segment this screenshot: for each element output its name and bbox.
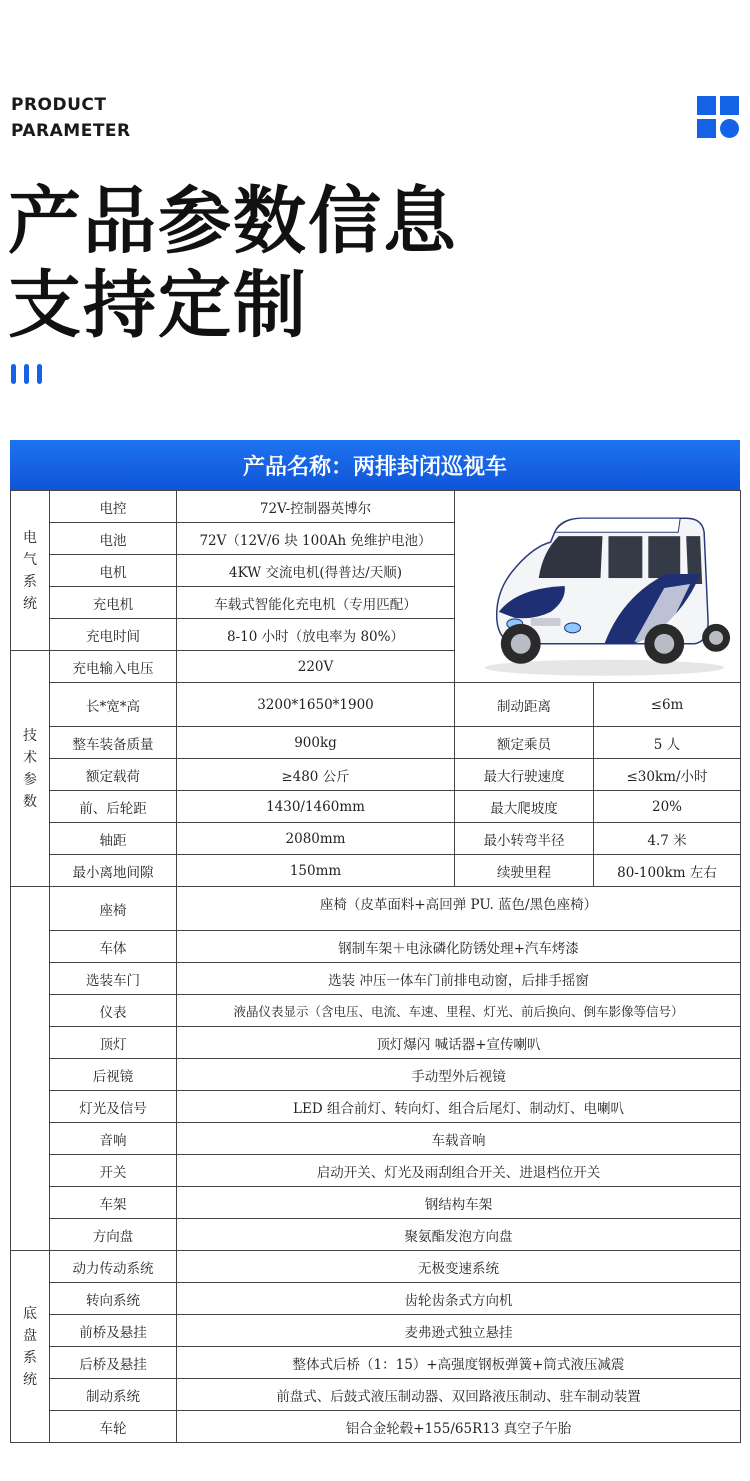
table-row xyxy=(11,1091,741,1123)
spec-value: 座椅（皮革面料+高回弹 PU. 蓝色/黑色座椅） xyxy=(177,887,741,931)
spec-value: 齿轮齿条式方向机 xyxy=(177,1283,741,1315)
spec-label: 最小转弯半径 xyxy=(455,823,594,855)
spec-value: 麦弗逊式独立悬挂 xyxy=(177,1315,741,1347)
table-row xyxy=(11,1283,741,1315)
spec-value: 顶灯爆闪 喊话器+宣传喇叭 xyxy=(177,1027,741,1059)
category-body xyxy=(11,887,50,1251)
section-eyebrow xyxy=(11,92,131,144)
table-row xyxy=(11,727,741,759)
spec-label: 车架 xyxy=(50,1187,177,1219)
table-row xyxy=(11,855,741,887)
spec-value: 72V（12V/6 块 100Ah 免维护电池） xyxy=(177,523,455,555)
spec-value: 72V-控制器英博尔 xyxy=(177,491,455,523)
spec-label: 前桥及悬挂 xyxy=(50,1315,177,1347)
spec-label: 灯光及信号 xyxy=(50,1091,177,1123)
spec-label: 方向盘 xyxy=(50,1219,177,1251)
table-row xyxy=(11,887,741,931)
spec-label: 开关 xyxy=(50,1155,177,1187)
spec-label: 最大行驶速度 xyxy=(455,759,594,791)
table-row xyxy=(11,1123,741,1155)
spec-label: 电池 xyxy=(50,523,177,555)
spec-value: 车载式智能化充电机（专用匹配） xyxy=(177,587,455,619)
spec-label: 最大爬坡度 xyxy=(455,791,594,823)
spec-label: 充电输入电压 xyxy=(50,651,177,683)
spec-label: 座椅 xyxy=(50,887,177,931)
spec-value: 启动开关、灯光及雨刮组合开关、进退档位开关 xyxy=(177,1155,741,1187)
table-row xyxy=(11,1155,741,1187)
spec-value: 选装 冲压一体车门前排电动窗，后排手摇窗 xyxy=(177,963,741,995)
spec-value: 2080mm xyxy=(177,823,455,855)
table-row xyxy=(11,1187,741,1219)
spec-label: 制动距离 xyxy=(455,683,594,727)
spec-label: 电控 xyxy=(50,491,177,523)
spec-value: 车载音响 xyxy=(177,1123,741,1155)
spec-label: 电机 xyxy=(50,555,177,587)
spec-label: 顶灯 xyxy=(50,1027,177,1059)
spec-value: 液晶仪表显示（含电压、电流、车速、里程、灯光、前后换向、倒车影像等信号） xyxy=(177,995,741,1027)
spec-value: 钢结构车架 xyxy=(177,1187,741,1219)
spec-label: 额定乘员 xyxy=(455,727,594,759)
spec-value: LED 组合前灯、转向灯、组合后尾灯、制动灯、电喇叭 xyxy=(177,1091,741,1123)
table-row xyxy=(11,823,741,855)
spec-label: 选装车门 xyxy=(50,963,177,995)
spec-value: 8-10 小时（放电率为 80%） xyxy=(177,619,455,651)
spec-label: 车体 xyxy=(50,931,177,963)
table-row xyxy=(11,1315,741,1347)
page-title-line-1: 产品参数信息 xyxy=(8,179,458,264)
table-row xyxy=(11,791,741,823)
spec-label: 长*宽*高 xyxy=(50,683,177,727)
table-row xyxy=(11,1411,741,1443)
spec-label: 制动系统 xyxy=(50,1379,177,1411)
spec-value: ≥480 公斤 xyxy=(177,759,455,791)
spec-label: 额定载荷 xyxy=(50,759,177,791)
spec-value: 20% xyxy=(594,791,741,823)
spec-value: 220V xyxy=(177,651,455,683)
table-row xyxy=(11,1347,741,1379)
spec-table xyxy=(10,490,741,1443)
spec-label: 充电时间 xyxy=(50,619,177,651)
spec-label: 前、后轮距 xyxy=(50,791,177,823)
page-title-line-2: 支持定制 xyxy=(8,263,308,348)
table-row xyxy=(11,1251,741,1283)
spec-label: 仪表 xyxy=(50,995,177,1027)
spec-value: 手动型外后视镜 xyxy=(177,1059,741,1091)
spec-label: 后桥及悬挂 xyxy=(50,1347,177,1379)
spec-label: 后视镜 xyxy=(50,1059,177,1091)
table-row xyxy=(11,1379,741,1411)
spec-value: 80-100km 左右 xyxy=(594,855,741,887)
spec-value: ≤6m xyxy=(594,683,741,727)
product-name-banner: 产品名称：两排封闭巡视车 xyxy=(10,440,740,490)
category-chassis: 底 盘 系 统 xyxy=(11,1251,50,1443)
spec-value: ≤30km/小时 xyxy=(594,759,741,791)
spec-value: 4.7 米 xyxy=(594,823,741,855)
spec-value: 900kg xyxy=(177,727,455,759)
eyebrow-line-2: PARAMETER xyxy=(11,121,131,141)
spec-value: 5 人 xyxy=(594,727,741,759)
spec-label: 整车装备质量 xyxy=(50,727,177,759)
patrol-car-image xyxy=(455,492,740,682)
spec-value: 整体式后桥（1：15）+高强度钢板弹簧+筒式液压减震 xyxy=(177,1347,741,1379)
spec-label: 动力传动系统 xyxy=(50,1251,177,1283)
spec-value: 150mm xyxy=(177,855,455,887)
spec-label: 最小离地间隙 xyxy=(50,855,177,887)
spec-value: 4KW 交流电机(得普达/天顺) xyxy=(177,555,455,587)
spec-label: 充电机 xyxy=(50,587,177,619)
table-row xyxy=(11,683,741,727)
table-row xyxy=(11,963,741,995)
spec-value: 聚氨酯发泡方向盘 xyxy=(177,1219,741,1251)
spec-label: 轴距 xyxy=(50,823,177,855)
table-row xyxy=(11,995,741,1027)
product-photo xyxy=(455,491,741,683)
category-electrical: 电 气 系 统 xyxy=(11,491,50,651)
category-technical: 技 术 参 数 xyxy=(11,651,50,887)
spec-label: 转向系统 xyxy=(50,1283,177,1315)
grid-logo-icon xyxy=(697,96,739,138)
table-row xyxy=(11,1219,741,1251)
table-row xyxy=(11,1027,741,1059)
spec-value: 钢制车架＋电泳磷化防锈处理+汽车烤漆 xyxy=(177,931,741,963)
table-row xyxy=(11,491,741,523)
eyebrow-line-1: PRODUCT xyxy=(11,95,107,115)
spec-label: 续驶里程 xyxy=(455,855,594,887)
spec-value: 3200*1650*1900 xyxy=(177,683,455,727)
spec-label: 车轮 xyxy=(50,1411,177,1443)
table-row xyxy=(11,759,741,791)
spec-value: 无极变速系统 xyxy=(177,1251,741,1283)
spec-value: 铝合金轮毂+155/65R13 真空子午胎 xyxy=(177,1411,741,1443)
spec-label: 音响 xyxy=(50,1123,177,1155)
decorative-bars-icon xyxy=(11,364,43,384)
spec-value: 1430/1460mm xyxy=(177,791,455,823)
table-row xyxy=(11,1059,741,1091)
spec-value: 前盘式、后鼓式液压制动器、双回路液压制动、驻车制动装置 xyxy=(177,1379,741,1411)
table-row xyxy=(11,931,741,963)
